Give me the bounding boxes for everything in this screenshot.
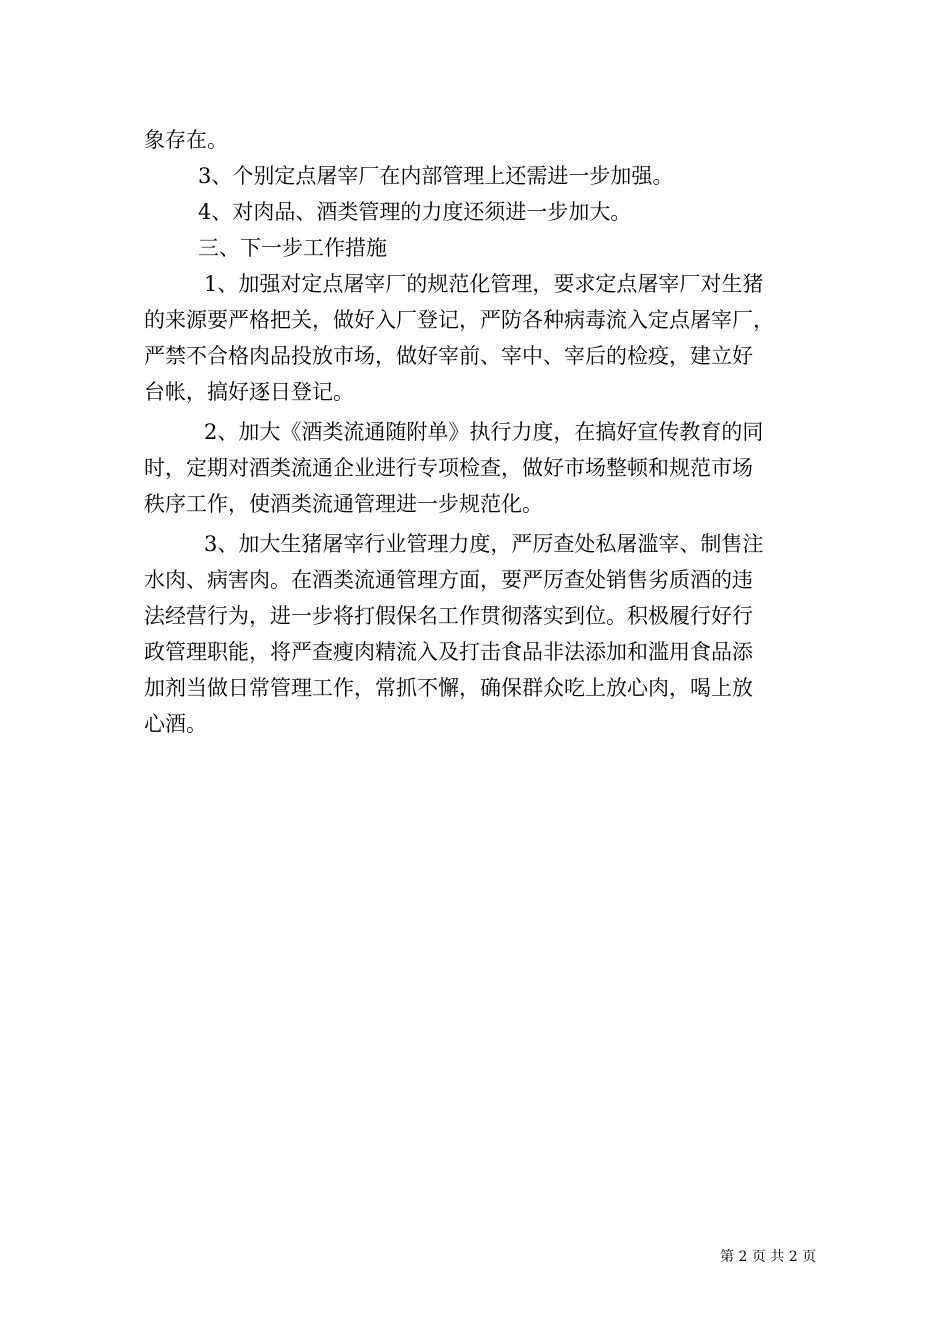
- text-line-9: 2、加大《酒类流通随附单》执行力度，在搞好宣传教育的同: [204, 420, 764, 444]
- text-line-3: 4、对肉品、酒类管理的力度还须进一步加大。: [198, 200, 632, 224]
- section-heading: 三、下一步工作措施: [198, 236, 387, 260]
- text-line-7: 严禁不合格肉品投放市场，做好宰前、宰中、宰后的检疫，建立好: [144, 344, 753, 368]
- text-line-16: 加剂当做日常管理工作，常抓不懈，确保群众吃上放心肉，喝上放: [144, 676, 753, 700]
- text-line-11: 秩序工作，使酒类流通管理进一步规范化。: [144, 492, 543, 516]
- text-line-15: 政管理职能，将严查瘦肉精流入及打击食品非法添加和滥用食品添: [144, 640, 753, 664]
- text-line-1: 象存在。: [144, 128, 228, 152]
- text-line-14: 法经营行为，进一步将打假保名工作贯彻落实到位。积极履行好行: [144, 604, 753, 628]
- text-line-2: 3、个别定点屠宰厂在内部管理上还需进一步加强。: [198, 164, 674, 188]
- text-line-8: 台帐，搞好逐日登记。: [144, 380, 354, 404]
- text-line-10: 时，定期对酒类流通企业进行专项检查，做好市场整顿和规范市场: [144, 456, 753, 480]
- text-line-13: 水肉、病害肉。在酒类流通管理方面，要严厉查处销售劣质酒的违: [144, 568, 753, 592]
- text-line-5: 1、加强对定点屠宰厂的规范化管理，要求定点屠宰厂对生猪: [204, 272, 764, 296]
- page-number-footer: 第 2 页 共 2 页: [720, 1249, 817, 1265]
- text-line-6: 的来源要严格把关，做好入厂登记，严防各种病毒流入定点屠宰厂，: [144, 308, 774, 332]
- text-line-12: 3、加大生猪屠宰行业管理力度，严厉查处私屠滥宰、制售注: [204, 532, 764, 556]
- text-line-17: 心酒。: [144, 712, 207, 736]
